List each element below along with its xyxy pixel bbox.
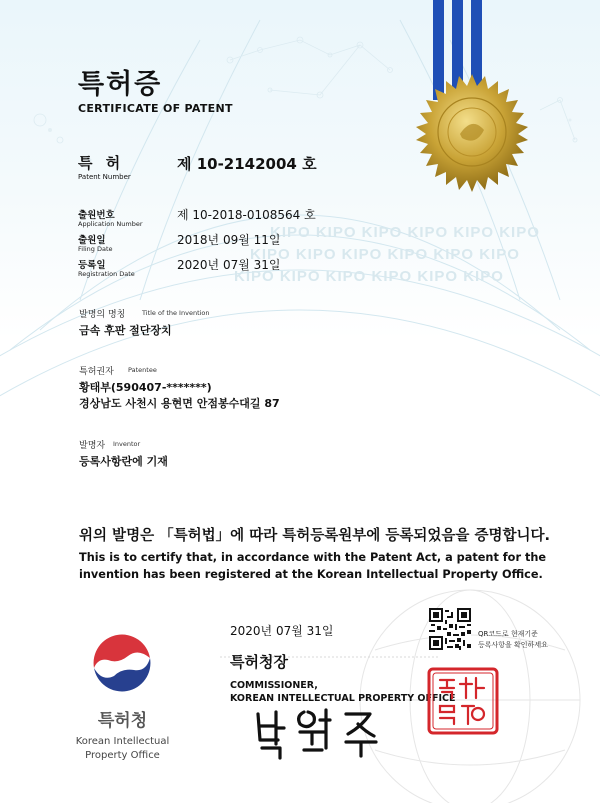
patent-number-label: 특 허: [78, 154, 125, 172]
certificate-title-en: CERTIFICATE OF PATENT: [78, 102, 233, 115]
commissioner-title-en-line1: COMMISSIONER,: [230, 680, 318, 691]
watermark-text: KIPO KIPO KIPO KIPO KIPO KIPO: [250, 246, 520, 263]
filing-date-label-en: Filing Date: [78, 245, 113, 253]
registration-date-label: 등록일: [78, 260, 106, 271]
invention-title-label: 발명의 명칭: [79, 310, 126, 320]
patentee-label: 특허권자: [79, 367, 114, 377]
patentee-label-en: Patentee: [128, 366, 157, 374]
kipo-name-en-line1: Korean Intellectual: [75, 736, 170, 747]
inventor-label-en: Inventor: [113, 440, 141, 448]
kipo-name-ko: 특허청: [97, 711, 148, 731]
commissioner-signature: [250, 700, 390, 760]
qr-note-line2: 등록사항을 확인하세요: [478, 641, 548, 649]
certification-statement-ko: 위의 발명은 「특허법」에 따라 특허등록원부에 등록되었음을 증명합니다.: [79, 528, 550, 544]
qr-note-line1: QR코드로 현재기준: [478, 630, 538, 638]
watermark-text: KIPO KIPO KIPO KIPO KIPO KIPO: [234, 268, 504, 285]
patentee-address: 경상남도 사천시 용현면 안점봉수대길 87: [79, 397, 280, 410]
patent-number-value: 제 10-2142004 호: [177, 155, 317, 173]
certification-statement-en-line2: invention has been registered at the Korean Intellectual Property Office.: [79, 568, 543, 581]
patent-number-label-en: Patent Number: [78, 173, 131, 181]
inventor-label: 발명자: [79, 441, 106, 451]
official-stamp-icon: [426, 666, 500, 736]
certification-statement-en-line1: This is to certify that, in accordance with the Patent Act, a patent for the: [79, 551, 547, 564]
kipo-name-en-line2: Property Office: [85, 750, 160, 761]
invention-title-label-en: Title of the Invention: [142, 309, 210, 317]
watermark-text: KIPO KIPO KIPO KIPO KIPO KIPO: [270, 224, 540, 241]
inventor-value: 등록사항란에 기재: [79, 455, 168, 468]
application-number-value: 제 10-2018-0108564 호: [177, 208, 316, 222]
invention-title-value: 금속 후판 절단장치: [79, 324, 172, 337]
filing-date-value: 2018년 09월 11일: [177, 233, 281, 247]
qr-code[interactable]: [429, 608, 471, 650]
issue-date: 2020년 07월 31일: [230, 624, 334, 638]
gold-seal-icon: [412, 72, 532, 192]
commissioner-title-ko: 특허청장: [230, 653, 288, 671]
application-number-label: 출원번호: [78, 210, 115, 221]
application-number-label-en: Application Number: [78, 220, 143, 228]
registration-date-value: 2020년 07월 31일: [177, 258, 281, 272]
commissioner-title-en-line2: KOREAN INTELLECTUAL PROPERTY OFFICE: [230, 693, 456, 704]
kipo-logo-icon: [88, 630, 156, 696]
filing-date-label: 출원일: [78, 235, 106, 246]
patentee-name: 황태부(590407-*******): [79, 381, 212, 394]
registration-date-label-en: Registration Date: [78, 270, 135, 278]
certificate-title: 특허증: [78, 69, 163, 100]
